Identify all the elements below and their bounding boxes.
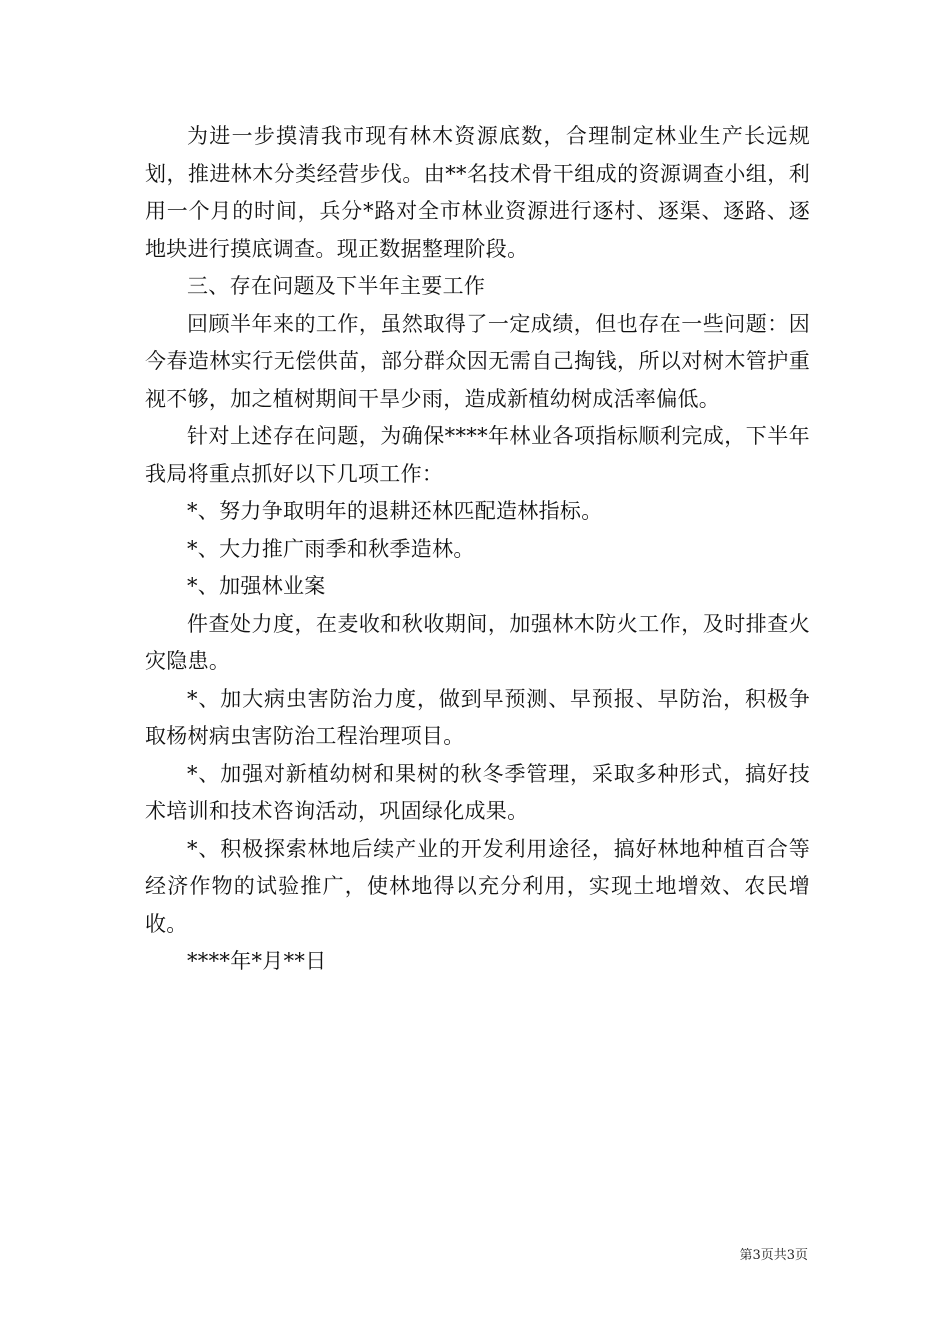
paragraph-fire-prevention: 件查处力度，在麦收和秋收期间，加强林木防火工作，及时排查火灾隐患。: [145, 611, 810, 673]
list-item-follow-up-industry: *、积极探索林地后续产业的开发利用途径，搞好林地种植百合等经济作物的试验推广，使林地得以充分利用，实现土地增效、农民增收。: [145, 836, 810, 936]
paragraph-plan-intro: 针对上述存在问题，为确保****年林业各项指标顺利完成，下半年我局将重点抓好以下几项工作：: [145, 424, 810, 486]
paragraph-resource-survey: 为进一步摸清我市现有林木资源底数，合理制定林业生产长远规划，推进林木分类经营步伐。由**名技术骨干组成的资源调查小组，利用一个月的时间，兵分*路对全市林业资源进行逐村、逐渠、逐路、逐地块进行摸底调查。现正数据整理阶段。: [145, 124, 810, 261]
list-item-pest-control: *、加大病虫害防治力度，做到早预测、早预报、早防治，积极争取杨树病虫害防治工程治理项目。: [145, 686, 810, 748]
document-date: ****年*月**日: [187, 949, 327, 973]
document-body: [145, 118, 810, 981]
list-item-sapling-management: *、加强对新植幼树和果树的秋冬季管理，采取多种形式，搞好技术培训和技术咨询活动，巩固绿化成果。: [145, 761, 810, 823]
list-item-forestry-cases: *、加强林业案: [187, 574, 326, 598]
section-heading-problems: 三、存在问题及下半年主要工作: [187, 274, 486, 298]
page-number-footer: 第3页共3页: [739, 1248, 808, 1263]
list-item-rainy-season-afforestation: *、大力推广雨季和秋季造林。: [187, 536, 475, 561]
paragraph-review: 回顾半年来的工作，虽然取得了一定成绩，但也存在一些问题：因今春造林实行无偿供苗，部分群众因无需自己掏钱，所以对树木管护重视不够，加之植树期间干旱少雨，造成新植幼树成活率偏低。: [145, 311, 810, 411]
list-item-afforestation-quota: *、努力争取明年的退耕还林匹配造林指标。: [187, 499, 603, 523]
